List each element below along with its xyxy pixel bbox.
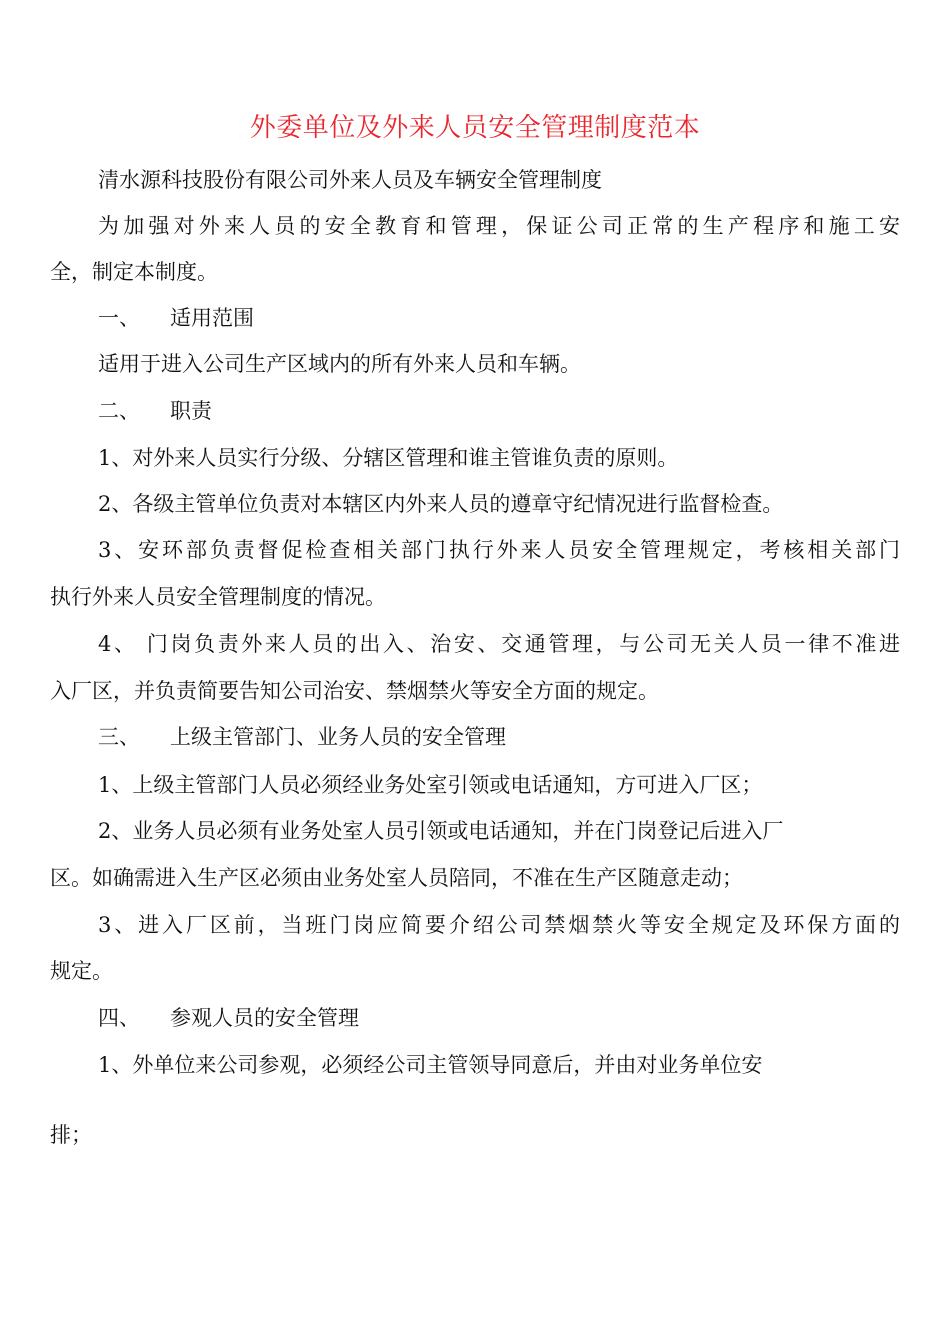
paragraph-line: 排； bbox=[50, 1123, 92, 1147]
paragraph-line: 3、进入厂区前，当班门岗应简要介绍公司禁烟禁火等安全规定及环保方面的 bbox=[98, 913, 900, 937]
paragraph-line: 3、安环部负责督促检查相关部门执行外来人员安全管理规定，考核相关部门 bbox=[98, 538, 900, 562]
paragraph-line: 1、上级主管部门人员必须经业务处室引领或电话通知，方可进入厂区； bbox=[98, 773, 763, 797]
section-number: 四、 bbox=[98, 1006, 140, 1030]
section-heading bbox=[98, 303, 254, 333]
section-number: 三、 bbox=[98, 725, 140, 749]
paragraph-line: 2、各级主管单位负责对本辖区内外来人员的遵章守纪情况进行监督检查。 bbox=[98, 492, 784, 516]
paragraph-line: 1、对外来人员实行分级、分辖区管理和谁主管谁负责的原则。 bbox=[98, 446, 679, 470]
paragraph-line: 2、业务人员必须有业务处室人员引领或电话通知，并在门岗登记后进入厂 bbox=[98, 819, 784, 843]
paragraph-line: 适用于进入公司生产区域内的所有外来人员和车辆。 bbox=[98, 352, 581, 376]
paragraph-line: 执行外来人员安全管理制度的情况。 bbox=[50, 585, 386, 609]
paragraph-line: 入厂区，并负责简要告知公司治安、禁烟禁火等安全方面的规定。 bbox=[50, 679, 659, 703]
paragraph-line: 规定。 bbox=[50, 959, 113, 983]
section-title: 上级主管部门、业务人员的安全管理 bbox=[170, 725, 506, 749]
section-number: 二、 bbox=[98, 399, 140, 423]
paragraph-line: 4、 门岗负责外来人员的出入、治安、交通管理，与公司无关人员一律不准进 bbox=[98, 632, 900, 656]
document-title: 外委单位及外来人员安全管理制度范本 bbox=[249, 113, 701, 143]
section-heading bbox=[98, 396, 212, 426]
section-title: 参观人员的安全管理 bbox=[170, 1006, 359, 1030]
section-title: 适用范围 bbox=[170, 306, 254, 330]
section-heading bbox=[98, 722, 506, 752]
paragraph-line: 为加强对外来人员的安全教育和管理，保证公司正常的生产程序和施工安 bbox=[98, 214, 900, 238]
paragraph-line: 1、外单位来公司参观，必须经公司主管领导同意后，并由对业务单位安 bbox=[98, 1053, 763, 1077]
section-heading bbox=[98, 1003, 359, 1033]
section-number: 一、 bbox=[98, 306, 140, 330]
subtitle-line: 清水源科技股份有限公司外来人员及车辆安全管理制度 bbox=[98, 168, 602, 192]
section-title: 职责 bbox=[170, 399, 212, 423]
paragraph-line: 全，制定本制度。 bbox=[50, 260, 218, 284]
paragraph-line: 区。如确需进入生产区必须由业务处室人员陪同，不准在生产区随意走动； bbox=[50, 866, 743, 890]
